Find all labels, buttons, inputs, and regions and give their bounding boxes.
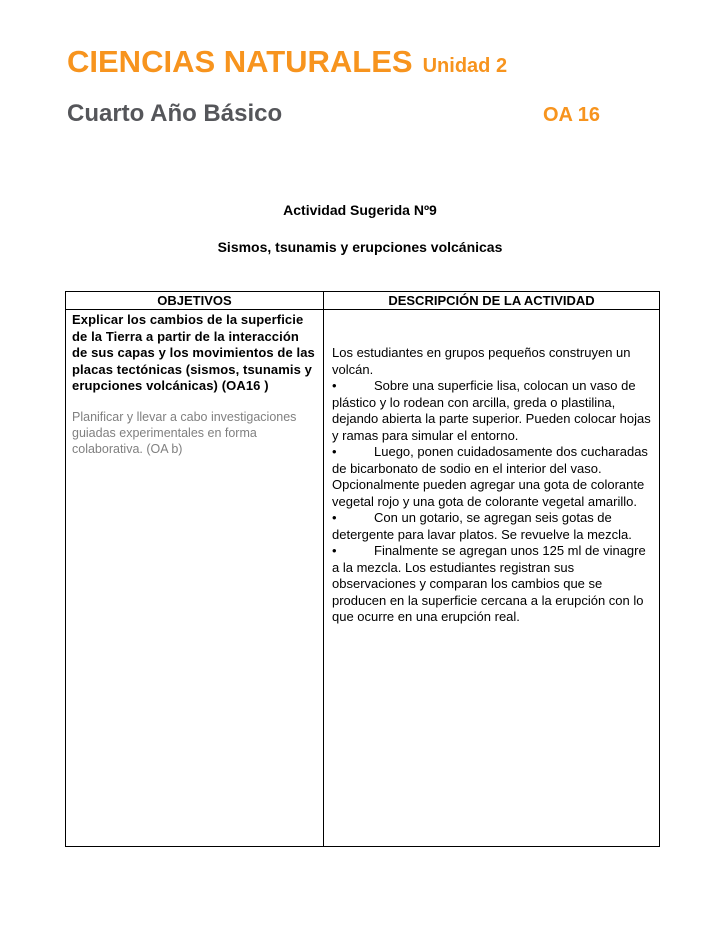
column-header-objetivos: OBJETIVOS [66, 292, 324, 310]
bullet-icon: • [332, 444, 337, 459]
table-header-row [66, 292, 660, 310]
objectives-cell [66, 310, 324, 847]
course-title-line [67, 46, 720, 79]
list-item [332, 378, 651, 444]
oa-badge: OA 16 [542, 103, 600, 126]
bullet-icon: • [332, 510, 337, 525]
bullet-text: Con un gotario, se agregan seis gotas de detergente para lavar platos. Se revuelve la mezcla. [332, 510, 632, 542]
description-intro: Los estudiantes en grupos pequeños construyen un volcán. [332, 345, 631, 377]
table-row [66, 310, 660, 847]
objective-secondary-text: Planificar y llevar a cabo investigaciones guiadas experimentales en forma colaborativa. (OA b) [72, 409, 297, 456]
course-title: CIENCIAS NATURALES [67, 44, 413, 79]
bullet-icon: • [332, 543, 337, 558]
bullet-text: Finalmente se agregan unos 125 ml de vinagre a la mezcla. Los estudiantes registran sus observaciones y comparan los cambios que se producen en la superficie cercana a la erupción con lo que ocurre en una erupción real. [332, 543, 646, 624]
activity-subtitle: Sismos, tsunamis y erupciones volcánicas [217, 238, 503, 255]
bullet-text: Luego, ponen cuidadosamente dos cucharadas de bicarbonato de sodio en el interior del vaso. Opcionalmente pueden agregar una gota de colorante vegetal rojo y una gota de colorante vegetal amarillo. [332, 444, 648, 509]
bullet-text: Sobre una superficie lisa, colocan un vaso de plástico y lo rodean con arcilla, greda o plastilina, dejando abierta la parte superior. Pueden colocar hojas y ramas para simular el entorno. [332, 378, 651, 443]
bullet-icon: • [332, 378, 337, 393]
description-cell [324, 310, 660, 847]
objectives-description-table [65, 291, 660, 847]
grade-line [67, 100, 720, 128]
list-item [332, 510, 651, 543]
objective-main-text: Explicar los cambios de la superficie de la Tierra a partir de la interacción de sus capas y los movimientos de las placas tectónicas (sismos, tsunamis y erupciones volcánicas) (OA16 ) [72, 312, 315, 393]
list-item [332, 444, 651, 510]
activity-title: Actividad Sugerida Nº9 [283, 201, 437, 218]
grade-title: Cuarto Año Básico [67, 99, 283, 127]
activity-heading-block [0, 202, 720, 255]
activity-table [65, 291, 659, 847]
column-header-descripcion: DESCRIPCIÓN DE LA ACTIVIDAD [324, 292, 660, 310]
unit-label: Unidad 2 [422, 55, 508, 77]
page-header [0, 0, 720, 128]
list-item [332, 543, 651, 626]
